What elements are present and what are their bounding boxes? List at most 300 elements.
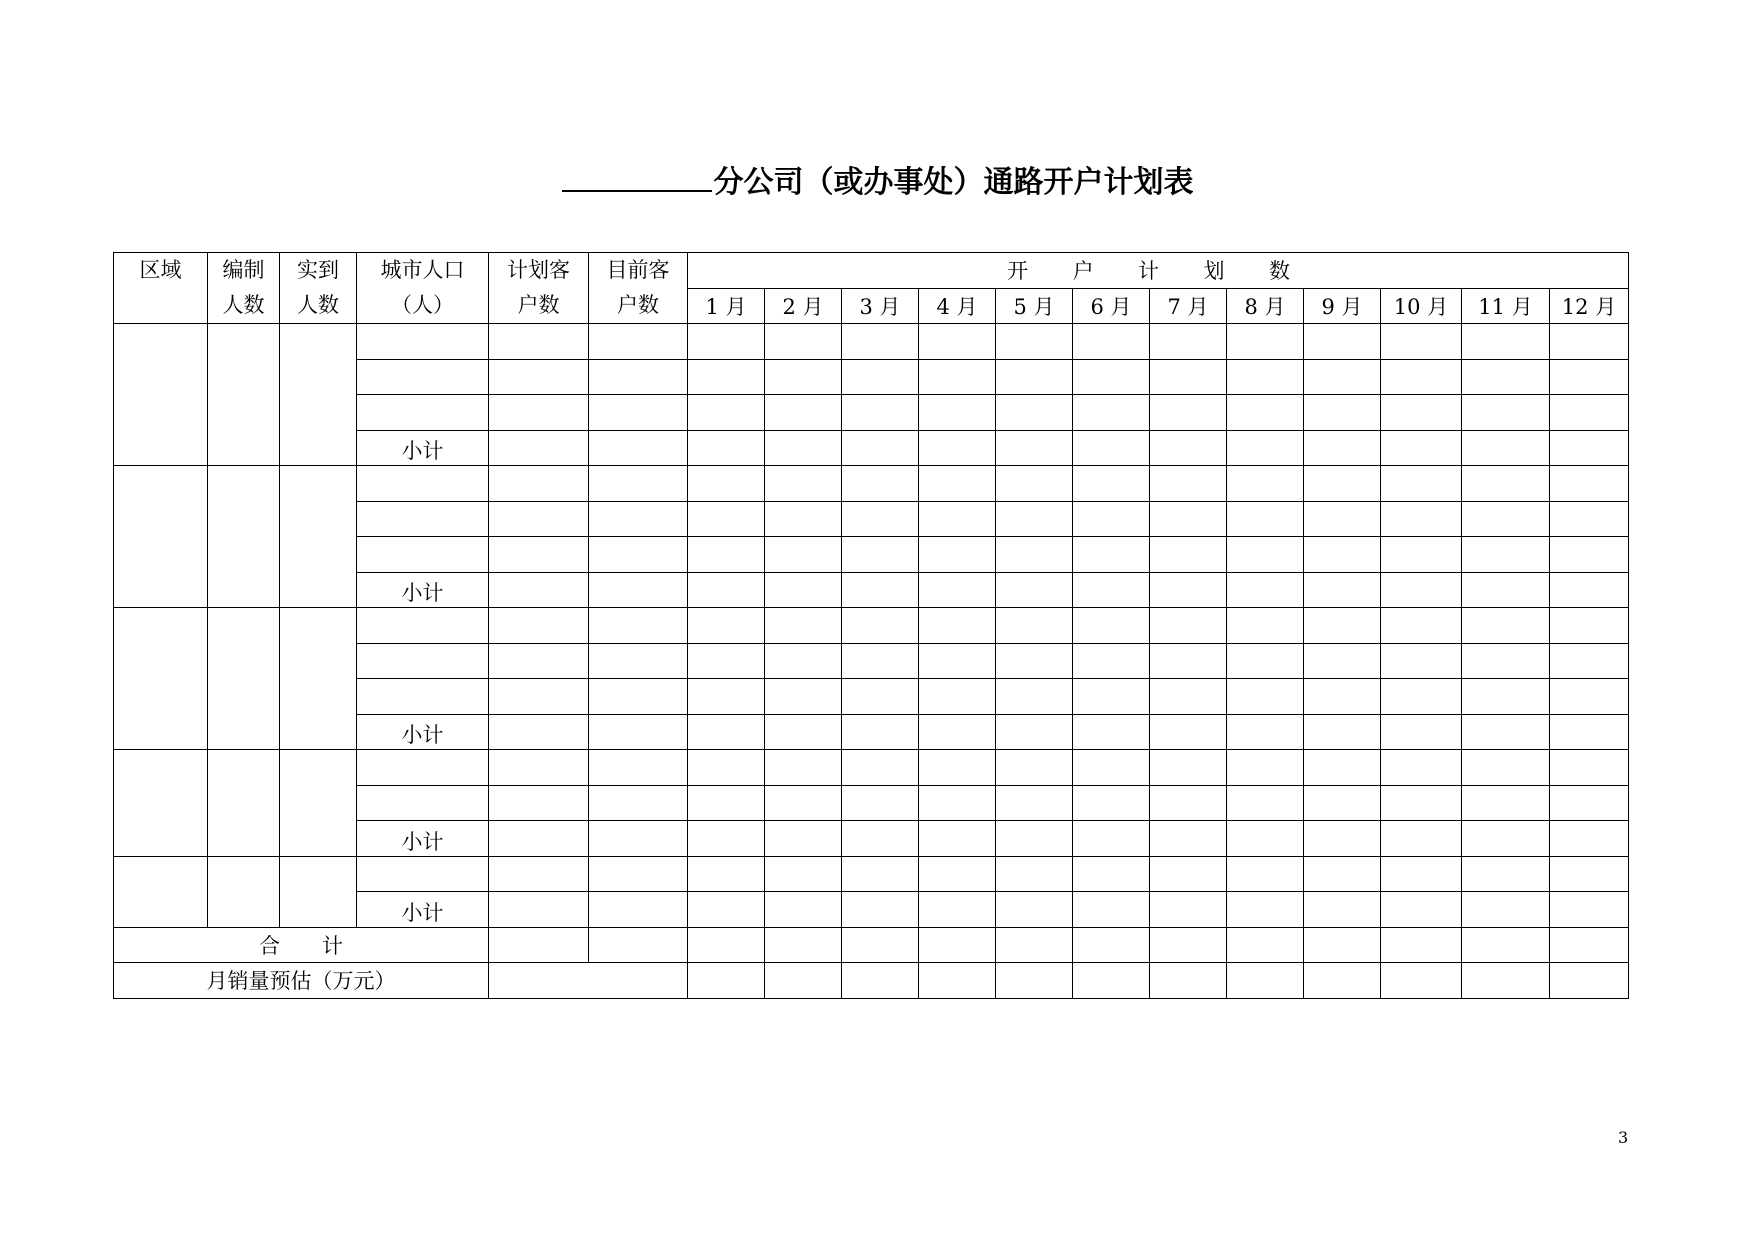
month-plan-cell[interactable] — [1381, 537, 1462, 573]
month-plan-cell[interactable] — [1227, 359, 1304, 395]
month-plan-cell[interactable] — [688, 892, 765, 928]
month-plan-cell[interactable] — [1381, 359, 1462, 395]
total-planned-customers-cell[interactable] — [489, 927, 589, 963]
sales-estimate-month-cell[interactable] — [1462, 963, 1550, 999]
month-plan-cell[interactable] — [1304, 856, 1381, 892]
month-plan-cell[interactable] — [1073, 750, 1150, 786]
month-plan-cell[interactable] — [1150, 572, 1227, 608]
month-plan-cell[interactable] — [1550, 324, 1629, 360]
month-plan-cell[interactable] — [919, 714, 996, 750]
month-plan-cell[interactable] — [996, 714, 1073, 750]
month-plan-cell[interactable] — [1462, 501, 1550, 537]
city-population-cell[interactable] — [357, 359, 489, 395]
planned-customers-cell[interactable] — [489, 750, 589, 786]
month-plan-cell[interactable] — [765, 750, 842, 786]
month-plan-cell[interactable] — [765, 359, 842, 395]
month-plan-cell[interactable] — [1227, 608, 1304, 644]
month-plan-cell[interactable] — [688, 395, 765, 431]
month-plan-cell[interactable] — [1073, 395, 1150, 431]
current-customers-cell[interactable] — [589, 821, 688, 857]
current-customers-cell[interactable] — [589, 572, 688, 608]
month-plan-cell[interactable] — [1150, 359, 1227, 395]
month-plan-cell[interactable] — [996, 856, 1073, 892]
month-plan-cell[interactable] — [919, 359, 996, 395]
month-plan-cell[interactable] — [1150, 679, 1227, 715]
month-plan-cell[interactable] — [1304, 466, 1381, 502]
city-population-cell[interactable] — [357, 679, 489, 715]
sales-estimate-month-cell[interactable] — [1304, 963, 1381, 999]
month-plan-cell[interactable] — [1150, 395, 1227, 431]
planned-customers-cell[interactable] — [489, 679, 589, 715]
region-cell[interactable] — [114, 324, 208, 466]
month-plan-cell[interactable] — [842, 395, 919, 431]
month-plan-cell[interactable] — [1304, 395, 1381, 431]
month-plan-cell[interactable] — [996, 821, 1073, 857]
city-population-cell[interactable] — [357, 395, 489, 431]
month-plan-cell[interactable] — [1462, 608, 1550, 644]
sales-estimate-month-cell[interactable] — [1550, 963, 1629, 999]
month-plan-cell[interactable] — [842, 785, 919, 821]
month-plan-cell[interactable] — [1227, 572, 1304, 608]
month-plan-cell[interactable] — [1227, 395, 1304, 431]
month-plan-cell[interactable] — [1381, 324, 1462, 360]
month-plan-cell[interactable] — [1550, 892, 1629, 928]
current-customers-cell[interactable] — [589, 714, 688, 750]
month-plan-cell[interactable] — [1304, 608, 1381, 644]
month-plan-cell[interactable] — [688, 856, 765, 892]
total-month-cell[interactable] — [1227, 927, 1304, 963]
month-plan-cell[interactable] — [1073, 501, 1150, 537]
month-plan-cell[interactable] — [1073, 572, 1150, 608]
month-plan-cell[interactable] — [1462, 856, 1550, 892]
month-plan-cell[interactable] — [919, 501, 996, 537]
month-plan-cell[interactable] — [688, 537, 765, 573]
month-plan-cell[interactable] — [1304, 430, 1381, 466]
staff-quota-cell[interactable] — [208, 608, 280, 750]
month-plan-cell[interactable] — [1462, 643, 1550, 679]
region-cell[interactable] — [114, 608, 208, 750]
month-plan-cell[interactable] — [1381, 785, 1462, 821]
month-plan-cell[interactable] — [842, 572, 919, 608]
month-plan-cell[interactable] — [688, 643, 765, 679]
month-plan-cell[interactable] — [1227, 821, 1304, 857]
month-plan-cell[interactable] — [688, 750, 765, 786]
month-plan-cell[interactable] — [765, 892, 842, 928]
month-plan-cell[interactable] — [1550, 785, 1629, 821]
current-customers-cell[interactable] — [589, 892, 688, 928]
month-plan-cell[interactable] — [1550, 359, 1629, 395]
month-plan-cell[interactable] — [765, 537, 842, 573]
month-plan-cell[interactable] — [1227, 466, 1304, 502]
month-plan-cell[interactable] — [765, 466, 842, 502]
month-plan-cell[interactable] — [1073, 466, 1150, 502]
sales-estimate-month-cell[interactable] — [919, 963, 996, 999]
month-plan-cell[interactable] — [1550, 430, 1629, 466]
total-month-cell[interactable] — [1150, 927, 1227, 963]
month-plan-cell[interactable] — [996, 679, 1073, 715]
month-plan-cell[interactable] — [996, 750, 1073, 786]
month-plan-cell[interactable] — [1150, 821, 1227, 857]
staff-quota-cell[interactable] — [208, 856, 280, 927]
total-month-cell[interactable] — [1381, 927, 1462, 963]
month-plan-cell[interactable] — [1550, 608, 1629, 644]
month-plan-cell[interactable] — [688, 466, 765, 502]
total-month-cell[interactable] — [1462, 927, 1550, 963]
month-plan-cell[interactable] — [1462, 679, 1550, 715]
month-plan-cell[interactable] — [1227, 785, 1304, 821]
month-plan-cell[interactable] — [919, 537, 996, 573]
month-plan-cell[interactable] — [919, 856, 996, 892]
month-plan-cell[interactable] — [1227, 892, 1304, 928]
month-plan-cell[interactable] — [1462, 430, 1550, 466]
city-population-cell[interactable] — [357, 856, 489, 892]
month-plan-cell[interactable] — [996, 466, 1073, 502]
planned-customers-cell[interactable] — [489, 821, 589, 857]
month-plan-cell[interactable] — [1150, 750, 1227, 786]
current-customers-cell[interactable] — [589, 750, 688, 786]
month-plan-cell[interactable] — [996, 537, 1073, 573]
total-month-cell[interactable] — [919, 927, 996, 963]
month-plan-cell[interactable] — [1150, 892, 1227, 928]
month-plan-cell[interactable] — [1304, 501, 1381, 537]
month-plan-cell[interactable] — [1073, 359, 1150, 395]
month-plan-cell[interactable] — [1227, 714, 1304, 750]
total-month-cell[interactable] — [688, 927, 765, 963]
current-customers-cell[interactable] — [589, 324, 688, 360]
city-population-cell[interactable] — [357, 466, 489, 502]
month-plan-cell[interactable] — [1073, 643, 1150, 679]
company-name-blank[interactable] — [562, 160, 712, 192]
month-plan-cell[interactable] — [1073, 324, 1150, 360]
month-plan-cell[interactable] — [842, 537, 919, 573]
staff-quota-cell[interactable] — [208, 750, 280, 857]
planned-customers-cell[interactable] — [489, 537, 589, 573]
month-plan-cell[interactable] — [1550, 537, 1629, 573]
month-plan-cell[interactable] — [842, 821, 919, 857]
month-plan-cell[interactable] — [842, 643, 919, 679]
month-plan-cell[interactable] — [842, 750, 919, 786]
month-plan-cell[interactable] — [1150, 785, 1227, 821]
month-plan-cell[interactable] — [1381, 572, 1462, 608]
month-plan-cell[interactable] — [1462, 750, 1550, 786]
month-plan-cell[interactable] — [765, 608, 842, 644]
sales-estimate-month-cell[interactable] — [1073, 963, 1150, 999]
month-plan-cell[interactable] — [919, 395, 996, 431]
month-plan-cell[interactable] — [1381, 501, 1462, 537]
month-plan-cell[interactable] — [1150, 537, 1227, 573]
current-customers-cell[interactable] — [589, 466, 688, 502]
month-plan-cell[interactable] — [842, 856, 919, 892]
month-plan-cell[interactable] — [996, 785, 1073, 821]
month-plan-cell[interactable] — [1073, 430, 1150, 466]
sales-estimate-month-cell[interactable] — [1150, 963, 1227, 999]
current-customers-cell[interactable] — [589, 785, 688, 821]
staff-quota-cell[interactable] — [208, 324, 280, 466]
current-customers-cell[interactable] — [589, 679, 688, 715]
planned-customers-cell[interactable] — [489, 324, 589, 360]
month-plan-cell[interactable] — [1073, 537, 1150, 573]
month-plan-cell[interactable] — [996, 395, 1073, 431]
city-population-cell[interactable] — [357, 608, 489, 644]
month-plan-cell[interactable] — [1381, 750, 1462, 786]
month-plan-cell[interactable] — [688, 324, 765, 360]
month-plan-cell[interactable] — [1073, 892, 1150, 928]
header-month-1: 1 月 — [688, 288, 765, 324]
month-plan-cell[interactable] — [688, 430, 765, 466]
sales-estimate-month-cell[interactable] — [842, 963, 919, 999]
month-plan-cell[interactable] — [1150, 466, 1227, 502]
planned-customers-cell[interactable] — [489, 643, 589, 679]
total-current-customers-cell[interactable] — [589, 927, 688, 963]
month-plan-cell[interactable] — [1227, 643, 1304, 679]
staff-actual-cell[interactable] — [280, 750, 357, 857]
month-plan-cell[interactable] — [765, 714, 842, 750]
table-row — [114, 750, 1629, 786]
month-plan-cell[interactable] — [1227, 856, 1304, 892]
region-cell[interactable] — [114, 466, 208, 608]
current-customers-cell[interactable] — [589, 395, 688, 431]
sales-estimate-month-cell[interactable] — [765, 963, 842, 999]
month-plan-cell[interactable] — [842, 892, 919, 928]
current-customers-cell[interactable] — [589, 537, 688, 573]
month-plan-cell[interactable] — [919, 785, 996, 821]
month-plan-cell[interactable] — [1550, 395, 1629, 431]
month-plan-cell[interactable] — [1462, 324, 1550, 360]
month-plan-cell[interactable] — [919, 608, 996, 644]
total-month-cell[interactable] — [996, 927, 1073, 963]
sales-estimate-month-cell[interactable] — [1227, 963, 1304, 999]
header-staff-actual: 实到 人数 — [280, 253, 357, 324]
month-plan-cell[interactable] — [765, 785, 842, 821]
month-plan-cell[interactable] — [1462, 821, 1550, 857]
staff-quota-cell[interactable] — [208, 466, 280, 608]
month-plan-cell[interactable] — [919, 430, 996, 466]
month-plan-cell[interactable] — [688, 785, 765, 821]
month-plan-cell[interactable] — [1462, 785, 1550, 821]
staff-actual-cell[interactable] — [280, 324, 357, 466]
sales-estimate-month-cell[interactable] — [1381, 963, 1462, 999]
month-plan-cell[interactable] — [1550, 750, 1629, 786]
planned-customers-cell[interactable] — [489, 785, 589, 821]
month-plan-cell[interactable] — [1381, 856, 1462, 892]
month-plan-cell[interactable] — [688, 679, 765, 715]
month-plan-cell[interactable] — [1304, 359, 1381, 395]
month-plan-cell[interactable] — [1227, 430, 1304, 466]
month-plan-cell[interactable] — [1304, 714, 1381, 750]
sales-estimate-month-cell[interactable] — [688, 963, 765, 999]
month-plan-cell[interactable] — [842, 430, 919, 466]
month-plan-cell[interactable] — [1150, 714, 1227, 750]
city-population-cell[interactable] — [357, 537, 489, 573]
month-plan-cell[interactable] — [1381, 466, 1462, 502]
month-plan-cell[interactable] — [765, 501, 842, 537]
month-plan-cell[interactable] — [1150, 324, 1227, 360]
month-plan-cell[interactable] — [1381, 821, 1462, 857]
city-population-cell[interactable] — [357, 324, 489, 360]
month-plan-cell[interactable] — [919, 892, 996, 928]
month-plan-cell[interactable] — [1304, 679, 1381, 715]
planned-customers-cell[interactable] — [489, 501, 589, 537]
month-plan-cell[interactable] — [1381, 714, 1462, 750]
month-plan-cell[interactable] — [688, 359, 765, 395]
month-plan-cell[interactable] — [765, 821, 842, 857]
planned-customers-cell[interactable] — [489, 466, 589, 502]
planned-customers-cell[interactable] — [489, 359, 589, 395]
month-plan-cell[interactable] — [1304, 821, 1381, 857]
month-plan-cell[interactable] — [842, 359, 919, 395]
staff-actual-cell[interactable] — [280, 466, 357, 608]
month-plan-cell[interactable] — [919, 572, 996, 608]
month-plan-cell[interactable] — [1381, 892, 1462, 928]
month-plan-cell[interactable] — [1073, 856, 1150, 892]
month-plan-cell[interactable] — [919, 821, 996, 857]
month-plan-cell[interactable] — [1462, 359, 1550, 395]
month-plan-cell[interactable] — [1304, 537, 1381, 573]
month-plan-cell[interactable] — [996, 501, 1073, 537]
month-plan-cell[interactable] — [842, 714, 919, 750]
current-customers-cell[interactable] — [589, 608, 688, 644]
month-plan-cell[interactable] — [919, 466, 996, 502]
month-plan-cell[interactable] — [1304, 324, 1381, 360]
month-plan-cell[interactable] — [996, 324, 1073, 360]
month-plan-cell[interactable] — [1462, 537, 1550, 573]
header-month-6: 6 月 — [1073, 288, 1150, 324]
month-plan-cell[interactable] — [919, 324, 996, 360]
header-city-population: 城市人口 （人） — [357, 253, 489, 324]
total-month-cell[interactable] — [1073, 927, 1150, 963]
city-population-cell[interactable] — [357, 643, 489, 679]
month-plan-cell[interactable] — [1381, 395, 1462, 431]
planned-customers-cell[interactable] — [489, 430, 589, 466]
month-plan-cell[interactable] — [1227, 750, 1304, 786]
current-customers-cell[interactable] — [589, 501, 688, 537]
sales-estimate-month-cell[interactable] — [996, 963, 1073, 999]
month-plan-cell[interactable] — [688, 501, 765, 537]
month-plan-cell[interactable] — [1550, 821, 1629, 857]
month-plan-cell[interactable] — [1550, 643, 1629, 679]
month-plan-cell[interactable] — [1550, 714, 1629, 750]
current-customers-cell[interactable] — [589, 856, 688, 892]
month-plan-cell[interactable] — [1073, 679, 1150, 715]
month-plan-cell[interactable] — [842, 466, 919, 502]
staff-actual-cell[interactable] — [280, 856, 357, 927]
month-plan-cell[interactable] — [1462, 395, 1550, 431]
month-plan-cell[interactable] — [1304, 892, 1381, 928]
month-plan-cell[interactable] — [1304, 643, 1381, 679]
month-plan-cell[interactable] — [1550, 501, 1629, 537]
month-plan-cell[interactable] — [1550, 466, 1629, 502]
month-plan-cell[interactable] — [1462, 714, 1550, 750]
month-plan-cell[interactable] — [1381, 679, 1462, 715]
month-plan-cell[interactable] — [765, 572, 842, 608]
month-plan-cell[interactable] — [765, 856, 842, 892]
month-plan-cell[interactable] — [765, 679, 842, 715]
staff-actual-cell[interactable] — [280, 608, 357, 750]
month-plan-cell[interactable] — [1304, 750, 1381, 786]
month-plan-cell[interactable] — [1150, 430, 1227, 466]
month-plan-cell[interactable] — [842, 679, 919, 715]
month-plan-cell[interactable] — [1150, 608, 1227, 644]
planned-customers-cell[interactable] — [489, 395, 589, 431]
month-plan-cell[interactable] — [1073, 785, 1150, 821]
month-plan-cell[interactable] — [765, 430, 842, 466]
planned-customers-cell[interactable] — [489, 714, 589, 750]
month-plan-cell[interactable] — [1462, 466, 1550, 502]
month-plan-cell[interactable] — [842, 608, 919, 644]
header-month-3: 3 月 — [842, 288, 919, 324]
month-plan-cell[interactable] — [919, 679, 996, 715]
month-plan-cell[interactable] — [1381, 430, 1462, 466]
month-plan-cell[interactable] — [1227, 501, 1304, 537]
month-plan-cell[interactable] — [688, 572, 765, 608]
planned-customers-cell[interactable] — [489, 608, 589, 644]
month-plan-cell[interactable] — [765, 324, 842, 360]
month-plan-cell[interactable] — [919, 750, 996, 786]
month-plan-cell[interactable] — [842, 324, 919, 360]
total-month-cell[interactable] — [1304, 927, 1381, 963]
city-population-cell[interactable] — [357, 750, 489, 786]
month-plan-cell[interactable] — [1550, 679, 1629, 715]
planned-customers-cell[interactable] — [489, 572, 589, 608]
month-plan-cell[interactable] — [765, 395, 842, 431]
region-cell[interactable] — [114, 856, 208, 927]
month-plan-cell[interactable] — [1462, 572, 1550, 608]
month-plan-cell[interactable] — [1150, 501, 1227, 537]
total-month-cell[interactable] — [765, 927, 842, 963]
month-plan-cell[interactable] — [688, 608, 765, 644]
planned-customers-cell[interactable] — [489, 892, 589, 928]
month-plan-cell[interactable] — [1073, 608, 1150, 644]
month-plan-cell[interactable] — [1150, 643, 1227, 679]
sales-estimate-customers-cell[interactable] — [489, 963, 688, 999]
month-plan-cell[interactable] — [688, 821, 765, 857]
month-plan-cell[interactable] — [919, 643, 996, 679]
city-population-cell[interactable] — [357, 501, 489, 537]
month-plan-cell[interactable] — [996, 892, 1073, 928]
month-plan-cell[interactable] — [996, 359, 1073, 395]
month-plan-cell[interactable] — [688, 714, 765, 750]
month-plan-cell[interactable] — [1304, 572, 1381, 608]
month-plan-cell[interactable] — [1227, 679, 1304, 715]
current-customers-cell[interactable] — [589, 430, 688, 466]
total-month-cell[interactable] — [842, 927, 919, 963]
header-staff-quota: 编制 人数 — [208, 253, 280, 324]
month-plan-cell[interactable] — [996, 430, 1073, 466]
city-population-cell[interactable] — [357, 785, 489, 821]
month-plan-cell[interactable] — [1073, 714, 1150, 750]
month-plan-cell[interactable] — [1150, 856, 1227, 892]
current-customers-cell[interactable] — [589, 359, 688, 395]
current-customers-cell[interactable] — [589, 643, 688, 679]
month-plan-cell[interactable] — [1550, 856, 1629, 892]
month-plan-cell[interactable] — [996, 608, 1073, 644]
month-plan-cell[interactable] — [1304, 785, 1381, 821]
month-plan-cell[interactable] — [996, 572, 1073, 608]
month-plan-cell[interactable] — [996, 643, 1073, 679]
month-plan-cell[interactable] — [1550, 572, 1629, 608]
month-plan-cell[interactable] — [1227, 537, 1304, 573]
planned-customers-cell[interactable] — [489, 856, 589, 892]
month-plan-cell[interactable] — [842, 501, 919, 537]
total-month-cell[interactable] — [1550, 927, 1629, 963]
month-plan-cell[interactable] — [1227, 324, 1304, 360]
month-plan-cell[interactable] — [1073, 821, 1150, 857]
month-plan-cell[interactable] — [765, 643, 842, 679]
month-plan-cell[interactable] — [1381, 643, 1462, 679]
month-plan-cell[interactable] — [1462, 892, 1550, 928]
month-plan-cell[interactable] — [1381, 608, 1462, 644]
region-cell[interactable] — [114, 750, 208, 857]
